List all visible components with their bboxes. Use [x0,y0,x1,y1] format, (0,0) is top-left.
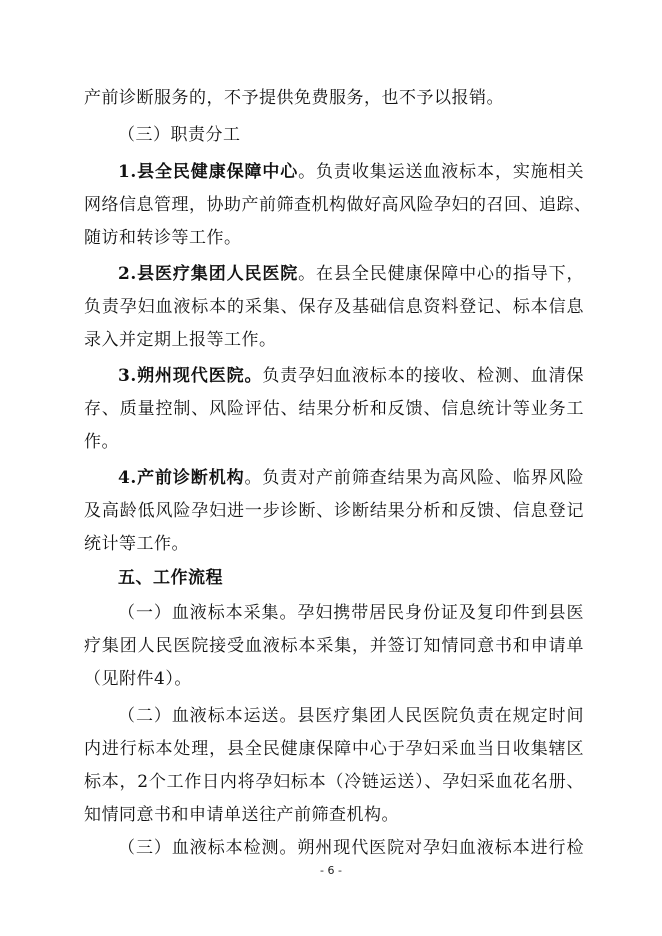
text-line-11: 作。 [84,432,119,452]
text-line-17: 疗集团人民医院接受血液标本采集，并签订知情同意书和申请单 [84,636,584,656]
text-line-6: 2.县医疗集团人民医院。在县全民健康保障中心的指导下， [118,264,585,284]
text-line-13: 及高龄低风险孕妇进一步诊断、诊断结果分析和反馈、信息登记 [84,501,584,521]
text-line-7: 负责孕妇血液标本的采集、保存及基础信息资料登记、标本信息 [84,297,584,317]
text-line-12: 4.产前诊断机构。负责对产前筛查结果为高风险、临界风险 [118,468,585,488]
page-number: - 6 - [320,864,342,877]
text-line-23: （三）血液标本检测。朔州现代医院对孕妇血液标本进行检 [118,838,584,858]
text-line-10: 存、质量控制、风险评估、结果分析和反馈、信息统计等业务工 [84,399,584,419]
text-line-20: 内进行标本处理，县全民健康保障中心于孕妇采血当日收集辖区 [84,739,584,759]
text-line-1: 产前诊断服务的，不予提供免费服务，也不予以报销。 [84,88,504,108]
text-line-21: 标本，2个工作日内将孕妇标本（冷链运送）、孕妇采血花名册、 [84,772,584,792]
text-line-5: 随访和转诊等工作。 [84,228,242,248]
section-heading-responsibilities: （三）职责分工 [118,125,241,145]
text-line-19: （二）血液标本运送。县医疗集团人民医院负责在规定时间 [118,706,584,726]
text-line-8: 录入并定期上报等工作。 [84,330,277,350]
section-heading-workflow: 五、工作流程 [118,568,223,588]
text-line-9: 3.朔州现代医院。负责孕妇血液标本的接收、检测、血清保 [118,366,585,386]
text-line-16: （一）血液标本采集。孕妇携带居民身份证及复印件到县医 [118,603,584,623]
text-line-4: 网络信息管理，协助产前筛查机构做好高风险孕妇的召回、追踪、 [84,195,592,215]
text-line-22: 知情同意书和申请单送往产前筛查机构。 [84,805,399,825]
text-line-3: 1.县全民健康保障中心。负责收集运送血液标本，实施相关 [118,162,585,182]
text-line-18: （见附件4）。 [84,669,192,689]
text-line-14: 统计等工作。 [84,534,189,554]
